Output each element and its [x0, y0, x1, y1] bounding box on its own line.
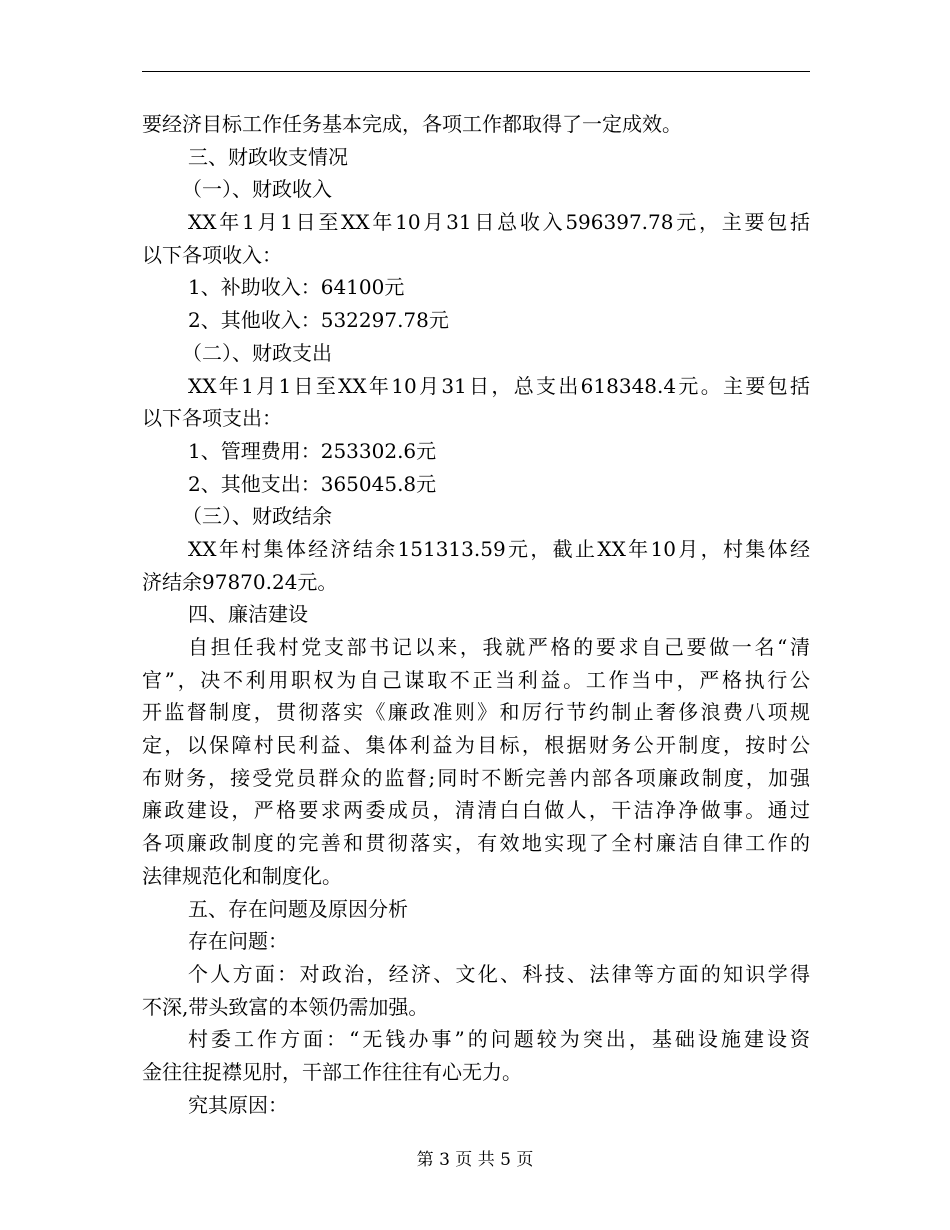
- text-line: （二）、财政支出: [182, 340, 332, 365]
- text-line: 村委工作方面：“无钱办事”的问题较为突出，基础设施建设资: [188, 1027, 810, 1052]
- text-line: 存在问题：: [188, 929, 288, 954]
- text-line: 开监督制度，贯彻落实《廉政准则》和厉行节约制止奢侈浪费八项规: [142, 700, 810, 725]
- text-line: 金往往捉襟见肘，干部工作往往有心无力。: [142, 1059, 522, 1084]
- header-rule: [142, 71, 810, 72]
- text-line: 以下各项收入：: [142, 242, 282, 267]
- text-line: 布财务，接受党员群众的监督;同时不断完善内部各项廉政制度，加强: [142, 765, 810, 790]
- text-line: 不深,带头致富的本领仍需加强。: [142, 994, 429, 1019]
- text-line: 廉政建设，严格要求两委成员，清清白白做人，干洁净净做事。通过: [142, 798, 810, 823]
- text-line: 四、廉洁建设: [188, 602, 308, 627]
- text-line: 济结余97870.24元。: [142, 569, 338, 594]
- text-line: 三、财政收支情况: [188, 144, 348, 169]
- text-line: XX年1月1日至XX年10月31日，总支出618348.4元。主要包括: [188, 373, 810, 398]
- text-line: （三）、财政结余: [182, 504, 332, 529]
- text-line: 1、管理费用：253302.6元: [188, 438, 437, 463]
- text-line: 2、其他支出：365045.8元: [188, 471, 437, 496]
- text-line: 究其原因：: [188, 1092, 288, 1117]
- text-line: 官”，决不利用职权为自己谋取不正当利益。工作当中，严格执行公: [142, 667, 810, 692]
- text-line: （一）、财政收入: [182, 177, 332, 202]
- text-line: 个人方面：对政治，经济、文化、科技、法律等方面的知识学得: [188, 961, 810, 986]
- text-line: 法律规范化和制度化。: [142, 863, 342, 888]
- document-body: [142, 108, 810, 1121]
- text-line: 要经济目标工作任务基本完成，各项工作都取得了一定成效。: [142, 112, 682, 136]
- text-line: 各项廉政制度的完善和贯彻落实，有效地实现了全村廉洁自律工作的: [142, 831, 810, 856]
- page-number: 第 3 页 共 5 页: [416, 1150, 534, 1170]
- text-line: 2、其他收入：532297.78元: [188, 308, 449, 333]
- text-line: 定，以保障村民利益、集体利益为目标，根据财务公开制度，按时公: [142, 733, 810, 758]
- text-line: 1、补助收入：64100元: [188, 275, 405, 300]
- text-line: 自担任我村党支部书记以来，我就严格的要求自己要做一名“清: [188, 635, 810, 659]
- text-line: 五、存在问题及原因分析: [188, 896, 408, 921]
- text-line: XX年1月1日至XX年10月31日总收入596397.78元，主要包括: [188, 210, 810, 235]
- text-line: XX年村集体经济结余151313.59元，截止XX年10月，村集体经: [188, 536, 810, 561]
- text-line: 以下各项支出：: [142, 406, 282, 431]
